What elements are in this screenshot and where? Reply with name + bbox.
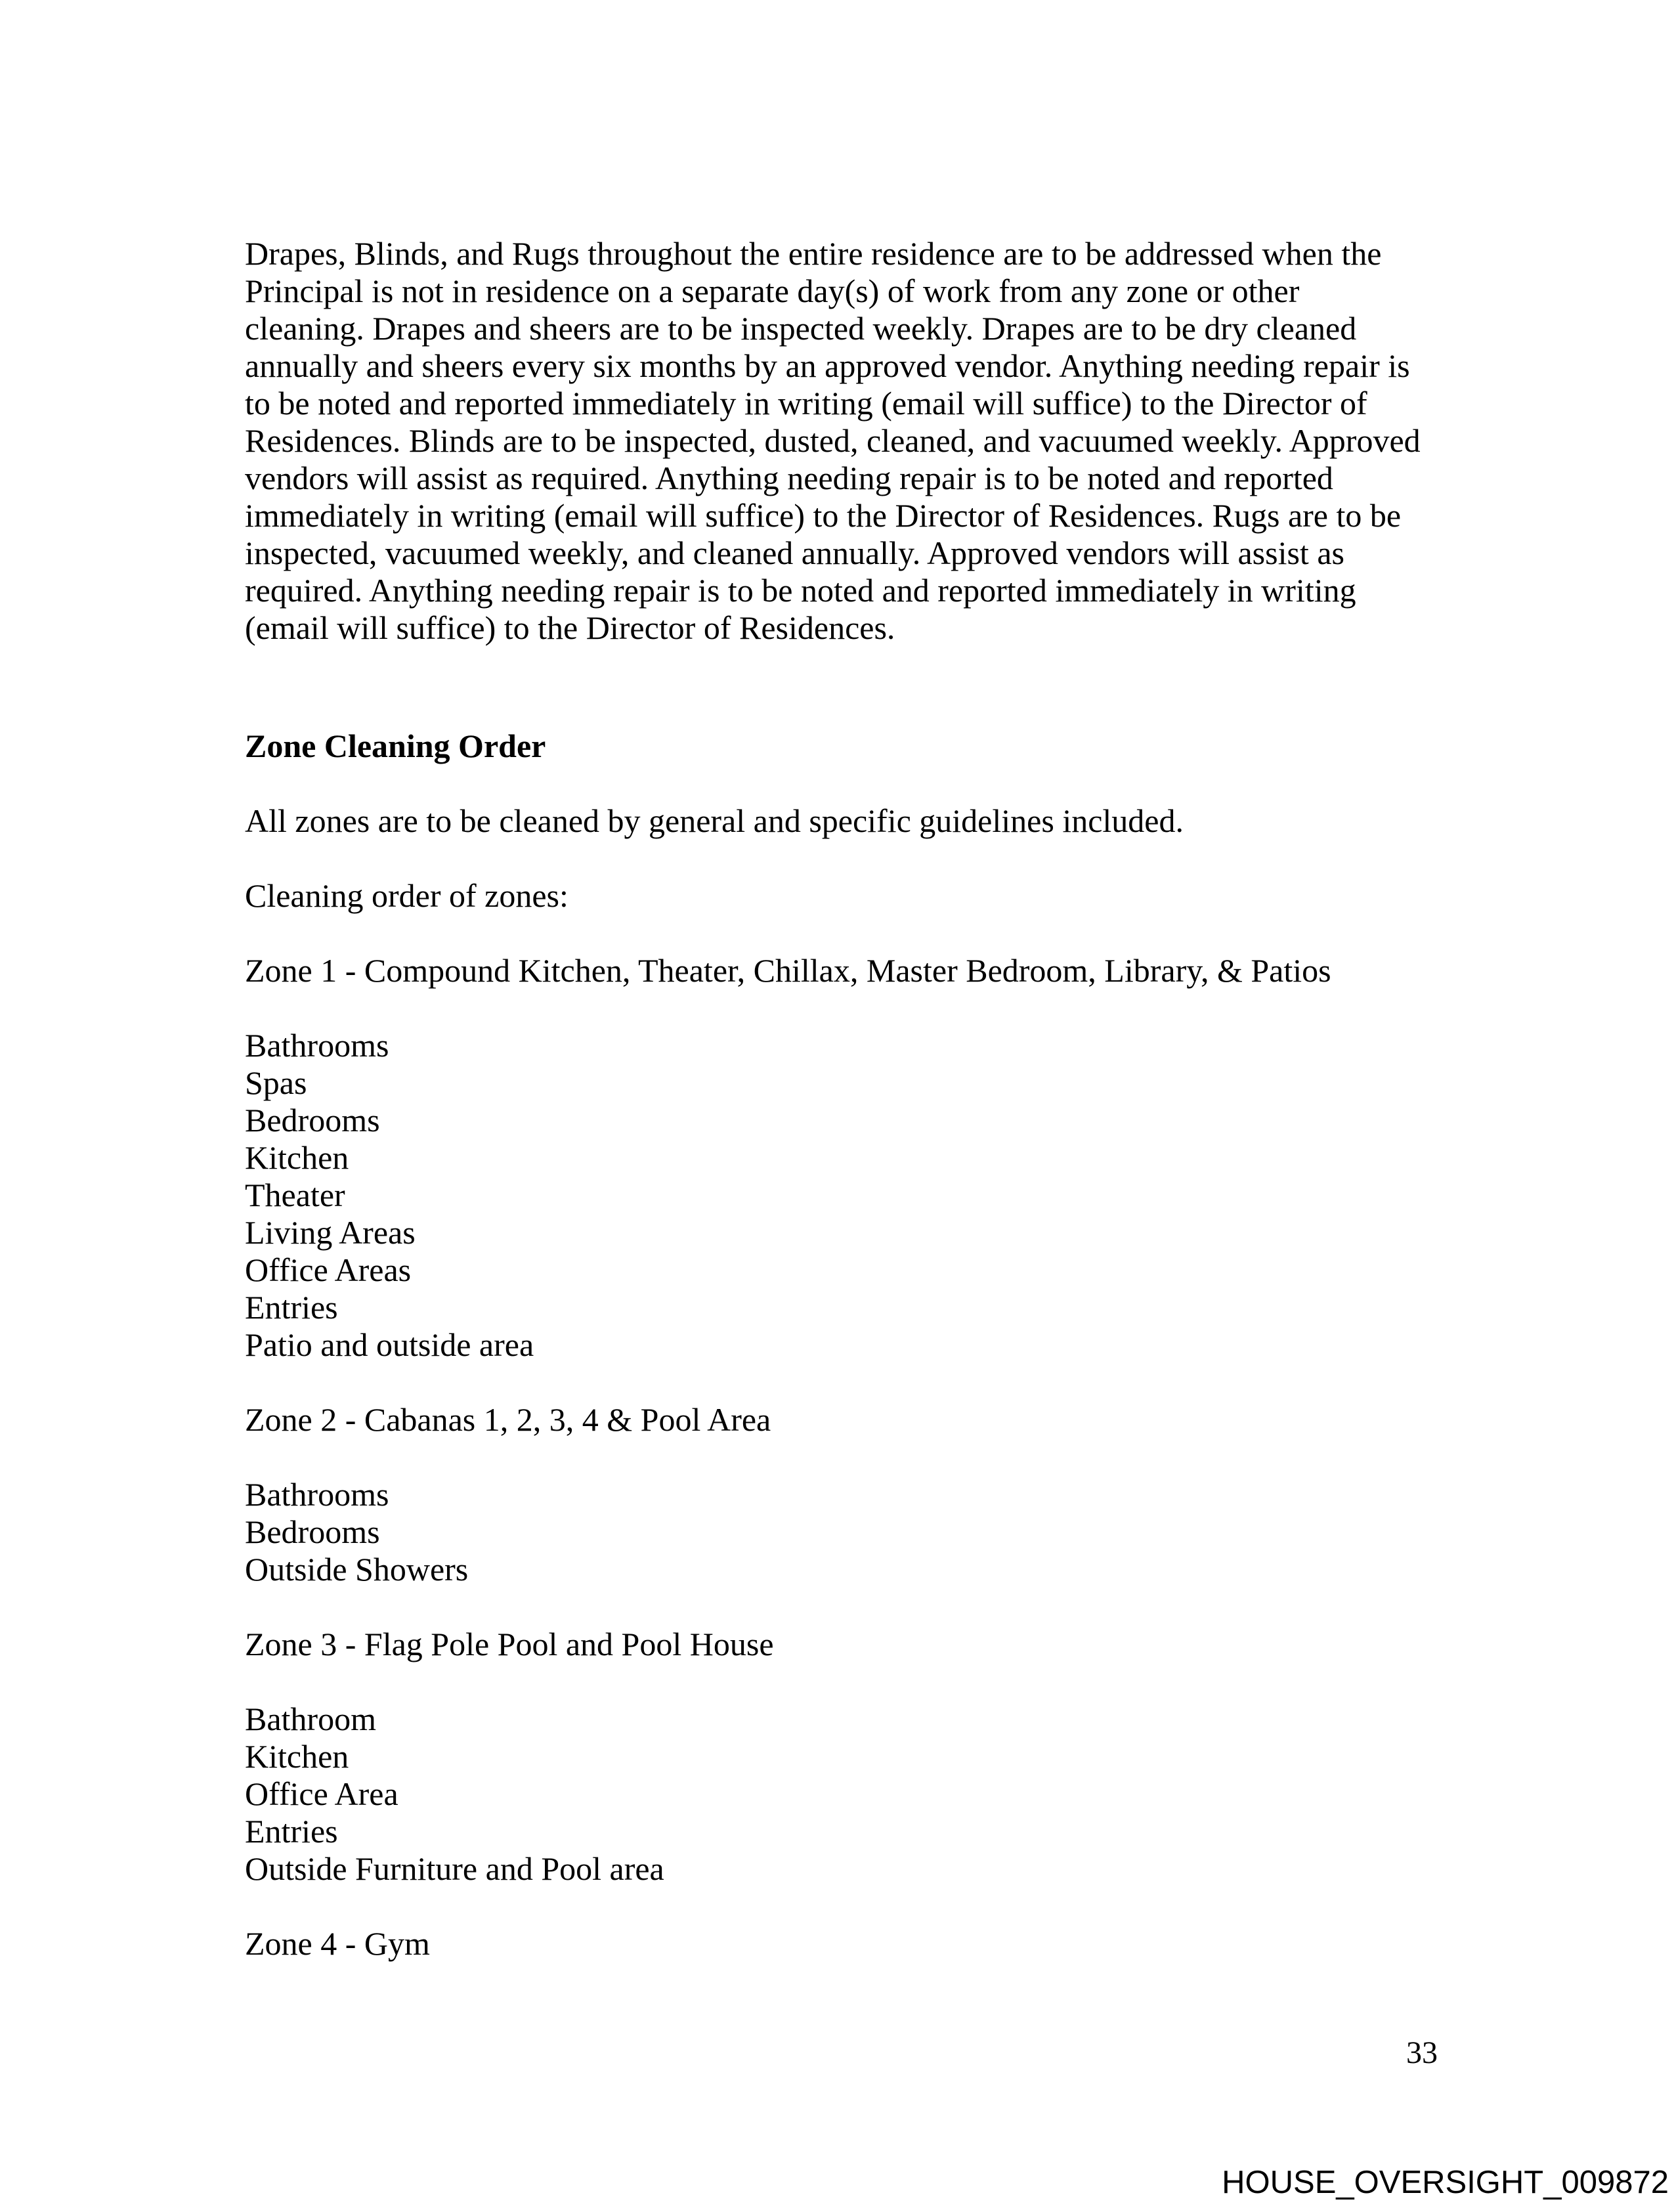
paragraph-line: Drapes, Blinds, and Rugs throughout the entire residence are to be addressed when the xyxy=(245,235,1382,272)
list-item: Outside Showers xyxy=(245,1551,469,1588)
list-item: Bathrooms xyxy=(245,1476,389,1513)
list-item: Office Areas xyxy=(245,1251,412,1288)
list-item: Outside Furniture and Pool area xyxy=(245,1850,664,1887)
list-item: Living Areas xyxy=(245,1214,416,1251)
paragraph-line: to be noted and reported immediately in writing (email will suffice) to the Director of xyxy=(245,385,1367,422)
list-item: Entries xyxy=(245,1813,338,1850)
paragraph-line: required. Anything needing repair is to be noted and reported immediately in writing xyxy=(245,572,1356,609)
body-paragraph xyxy=(245,235,1421,647)
list-item: Patio and outside area xyxy=(245,1326,534,1363)
paragraph-line: immediately in writing (email will suffice) to the Director of Residences. Rugs are to be xyxy=(245,497,1402,534)
list-item: Spas xyxy=(245,1064,307,1101)
zone-3-list xyxy=(245,1701,664,1888)
paragraph-line: Residences. Blinds are to be inspected, dusted, cleaned, and vacuumed weekly. Approved xyxy=(245,422,1421,459)
list-item: Bedrooms xyxy=(245,1102,380,1139)
list-item: Bedrooms xyxy=(245,1513,380,1550)
zone-1-list xyxy=(245,1027,534,1364)
list-item: Entries xyxy=(245,1289,338,1326)
paragraph-line: Principal is not in residence on a separate day(s) of work from any zone or other xyxy=(245,272,1300,309)
paragraph-line: vendors will assist as required. Anything needing repair is to be noted and reported xyxy=(245,460,1333,496)
bates-stamp: HOUSE_OVERSIGHT_009872 xyxy=(1222,2165,1669,2200)
page-number: 33 xyxy=(1406,2035,1438,2070)
list-item: Kitchen xyxy=(245,1139,349,1176)
zone-3-title: Zone 3 - Flag Pole Pool and Pool House xyxy=(245,1626,774,1662)
paragraph-line: cleaning. Drapes and sheers are to be inspected weekly. Drapes are to be dry cleaned xyxy=(245,310,1357,347)
paragraph-line: inspected, vacuumed weekly, and cleaned annually. Approved vendors will assist as xyxy=(245,534,1344,571)
paragraph-line: (email will suffice) to the Director of Residences. xyxy=(245,609,895,646)
intro-line: All zones are to be cleaned by general and specific guidelines included. xyxy=(245,802,1184,839)
cleaning-order-label: Cleaning order of zones: xyxy=(245,877,569,914)
zone-2-list xyxy=(245,1476,468,1588)
list-item: Bathroom xyxy=(245,1701,376,1737)
zone-2-title: Zone 2 - Cabanas 1, 2, 3, 4 & Pool Area xyxy=(245,1401,771,1438)
zone-1-title: Zone 1 - Compound Kitchen, Theater, Chillax, Master Bedroom, Library, & Patios xyxy=(245,952,1331,989)
list-item: Kitchen xyxy=(245,1738,349,1775)
list-item: Bathrooms xyxy=(245,1027,389,1064)
list-item: Theater xyxy=(245,1177,345,1213)
section-heading: Zone Cleaning Order xyxy=(245,727,546,764)
zone-4-title: Zone 4 - Gym xyxy=(245,1925,430,1962)
paragraph-line: annually and sheers every six months by an approved vendor. Anything needing repair is xyxy=(245,347,1410,384)
list-item: Office Area xyxy=(245,1775,398,1812)
